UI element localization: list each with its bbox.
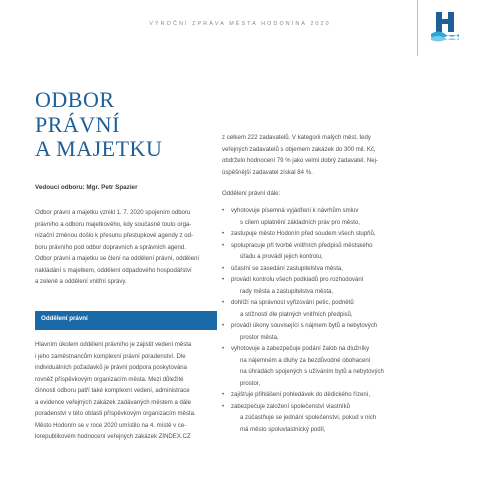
list-item-continuation: a zúčastňuje se jednání společenství, pokud v nich: [240, 415, 377, 421]
list-item: [222, 229, 440, 241]
section-header-bar: [35, 311, 217, 330]
list-item: [222, 321, 440, 344]
title-line: PRÁVNÍ: [35, 111, 120, 137]
list-item-continuation: rady města a zastupitelstva města,: [240, 288, 334, 295]
list-item: [222, 298, 440, 321]
list-item-text: • dohlíží na správnost vyřizování petic, podnětů: [231, 300, 354, 306]
list-item: [222, 264, 440, 276]
right-line: obdrželo hodnocení 79 % jako velmi dobrý zadavatel. Nej-: [222, 158, 378, 164]
list-item-continuation: úřadu a provádí jejich kontrolu,: [240, 254, 323, 260]
department-head: Vedoucí odboru: Mgr. Petr Spazier: [35, 184, 138, 191]
header-title: VÝROČNÍ ZPRÁVA MĚSTA HODONÍNA 2020: [149, 21, 331, 27]
page-title: [35, 88, 162, 162]
intro-line: boru právního pod odbor dopravních a správních agend.: [35, 244, 186, 251]
title-line: A MAJETKU: [35, 136, 163, 161]
list-item-text: • spolupracuje při tvorbě vnitřních předpisů městského: [231, 242, 373, 249]
section-line: rovněž příspěvkovým organizacím města. Mezi důležité: [35, 376, 184, 383]
section-line: i jeho zaměstnancům komplexní právní poradenství. Dle: [35, 353, 186, 360]
intro-line: nakládání s majetkem, oddělení odpadového hospodářství: [35, 267, 192, 274]
bullet-list-heading: Oddělení právní dále:: [222, 190, 281, 197]
list-item-text: • provádí úkony související s nájmem bytů a nebytových: [231, 323, 378, 329]
list-item-text: • zastupuje město Hodonín před soudem všech stupňů,: [231, 231, 376, 237]
right-column: [222, 133, 440, 436]
intro-line: nizační změnou došlo k přesunu přestupkové agendy z od-: [35, 233, 193, 239]
list-item-text: • účastní se zasedání zastupitelstva města,: [231, 265, 343, 272]
list-item-continuation: na nájemném a dluhy za bezdůvodné obohacení: [240, 357, 371, 364]
intro-line: Odbor právní a majetku se člení na oddělení právní, oddělení: [35, 256, 200, 262]
list-item-continuation: prostor města,: [240, 334, 279, 341]
list-item: [222, 402, 440, 437]
list-item-continuation: na úhradách spojených s užíváním bytů a nebytových: [240, 369, 384, 375]
section-line: lorepublikovém hodnocení veřejných zakázek ZINDEX.CZ: [35, 434, 191, 440]
section-line: Hlavním úkolem oddělení právního je zajistit vedení města: [35, 342, 192, 348]
section-line: poradenství v této oblasti příspěvkovým organizacím města.: [35, 411, 196, 417]
right-line: veřejných zadavatelů s objemem zakázek do 300 mil. Kč,: [222, 146, 376, 153]
section-line: individuálních požadavků je právní podpora poskytována: [35, 365, 187, 371]
intro-line: a zeleně a oddělení vnitřní správy.: [35, 279, 127, 285]
intro-line: právního a odboru majetkového, kdy současně touto orga-: [35, 221, 192, 228]
list-item-continuation: s cílem uplatnění základních práv pro město,: [240, 219, 360, 226]
list-item-continuation: prostor,: [240, 380, 261, 387]
list-item-text: • vyhotovuje a zabezpečuje podání žalob na dlužníky: [231, 346, 370, 352]
intro-column: [35, 184, 217, 289]
hodonin-h-logo-icon: [430, 9, 460, 42]
list-item: [222, 390, 440, 402]
section-line: činnosti odboru patří také komplexní vedení, administrace: [35, 388, 190, 394]
list-item-text: • zajišťuje přihlášení pohledávek do dědického řízení,: [231, 392, 371, 398]
list-item-text: • provádí kontrolu všech podkladů pro rozhodování: [231, 277, 364, 283]
header-divider: [417, 0, 418, 56]
list-item: [222, 344, 440, 390]
list-item: [222, 241, 440, 264]
list-item-text: • zabezpečuje založení společenství vlastníků: [231, 403, 350, 410]
right-line: z celkem 222 zadavatelů. V kategorii malých měst, tedy: [222, 135, 371, 141]
list-item: [222, 206, 440, 229]
duties-list: [222, 206, 440, 436]
intro-line: Odbor právní a majetku vznikl 1. 7. 2020 spojením odboru: [35, 210, 191, 216]
list-item-text: • vyhotovuje písemná vyjádření k návrhům smluv: [231, 208, 359, 214]
title-line: ODBOR: [35, 87, 115, 112]
list-item-continuation: má město spoluvlastnický podíl,: [240, 426, 326, 433]
section-column: [35, 340, 217, 444]
right-line: úspěšnější zadavatel získal 84 %.: [222, 169, 313, 176]
list-item-continuation: a stížností dle platných vnitřních předpisů,: [240, 311, 353, 318]
section-line: Město Hodonín se v roce 2020 umístilo na 4. místě v ce-: [35, 422, 187, 429]
section-header-label: Oddělení právní: [41, 315, 88, 322]
list-item: [222, 275, 440, 298]
section-line: a evidence veřejných zakázek zadávaných městem a dále: [35, 399, 191, 406]
